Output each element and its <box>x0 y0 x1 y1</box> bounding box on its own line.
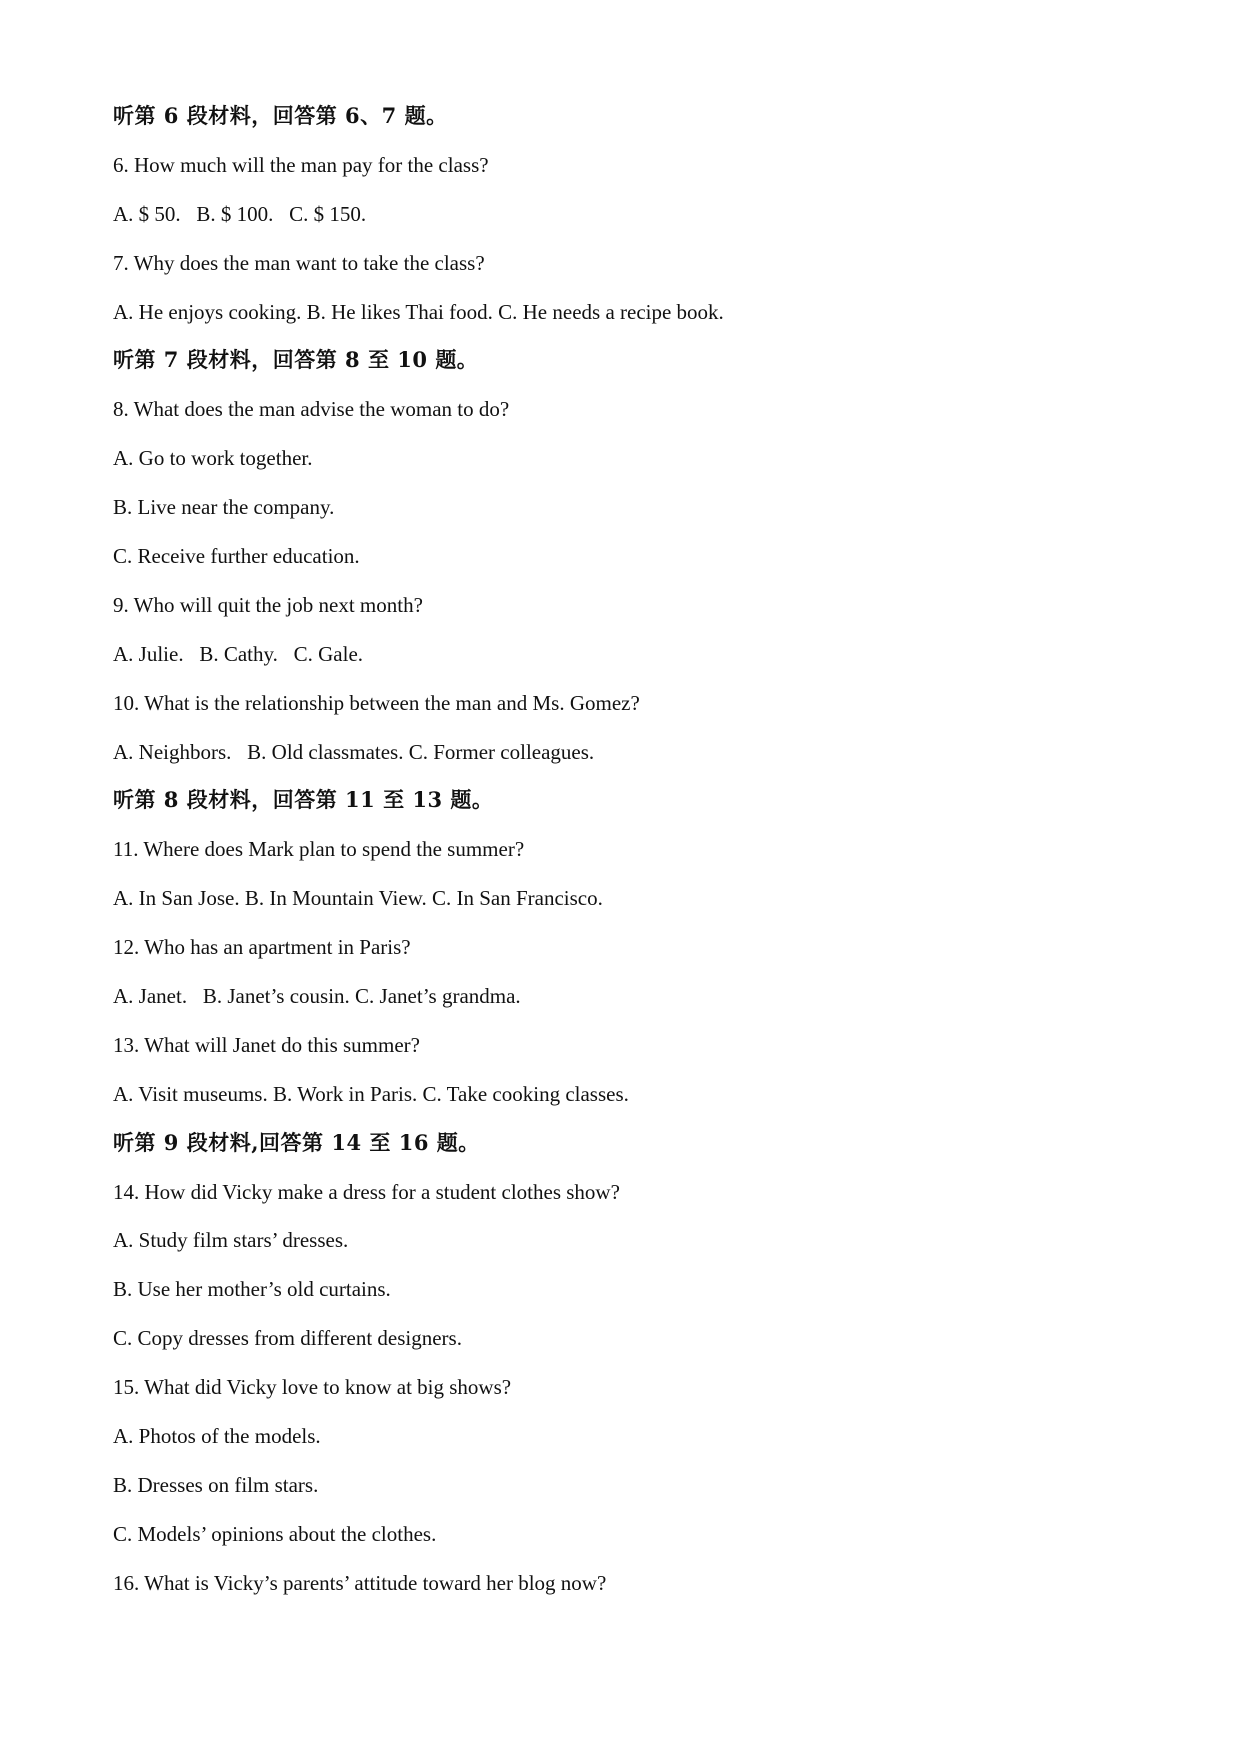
answer-option: C. Copy dresses from different designers. <box>113 1326 462 1351</box>
question-text: 16. What is Vicky’s parents’ attitude toward her blog now? <box>113 1570 607 1595</box>
question-text: 12. Who has an apartment in Paris? <box>113 935 411 960</box>
answer-options: A. In San Jose. B. In Mountain View. C. In San Francisco. <box>113 886 603 911</box>
answer-option: B. Live near the company. <box>113 495 335 520</box>
section-heading: 听第 6 段材料，回答第 6、7 题。 <box>113 103 448 128</box>
section-heading: 听第 9 段材料,回答第 14 至 16 题。 <box>113 1129 480 1155</box>
answer-option: A. Go to work together. <box>113 446 313 471</box>
answer-option: A. Study film stars’ dresses. <box>113 1228 349 1253</box>
answer-option: C. Receive further education. <box>113 544 360 569</box>
question-text: 14. How did Vicky make a dress for a student clothes show? <box>113 1179 620 1204</box>
section-heading: 听第 7 段材料，回答第 8 至 10 题。 <box>113 347 479 373</box>
answer-option: B. Dresses on film stars. <box>113 1472 319 1497</box>
question-text: 9. Who will quit the job next month? <box>113 592 423 617</box>
answer-options: A. Neighbors. B. Old classmates. C. Former colleagues. <box>113 739 595 764</box>
section-heading: 听第 8 段材料，回答第 11 至 13 题。 <box>113 787 494 813</box>
answer-options: A. $ 50. B. $ 100. C. $ 150. <box>113 201 367 226</box>
answer-option: A. Photos of the models. <box>113 1424 321 1449</box>
question-text: 7. Why does the man want to take the class? <box>113 250 485 275</box>
question-text: 15. What did Vicky love to know at big shows? <box>113 1375 512 1400</box>
answer-option: B. Use her mother’s old curtains. <box>113 1277 391 1302</box>
answer-options: A. Julie. B. Cathy. C. Gale. <box>113 641 364 666</box>
answer-option: C. Models’ opinions about the clothes. <box>113 1521 437 1546</box>
answer-options: A. He enjoys cooking. B. He likes Thai food. C. He needs a recipe book. <box>113 299 724 324</box>
question-text: 6. How much will the man pay for the class? <box>113 152 489 177</box>
question-text: 11. Where does Mark plan to spend the summer? <box>113 837 525 862</box>
answer-options: A. Janet. B. Janet’s cousin. C. Janet’s grandma. <box>113 984 521 1009</box>
question-text: 10. What is the relationship between the man and Ms. Gomez? <box>113 690 640 715</box>
answer-options: A. Visit museums. B. Work in Paris. C. Take cooking classes. <box>113 1081 629 1106</box>
question-text: 13. What will Janet do this summer? <box>113 1032 420 1057</box>
question-text: 8. What does the man advise the woman to do? <box>113 397 510 422</box>
listening-section <box>113 101 1133 1617</box>
